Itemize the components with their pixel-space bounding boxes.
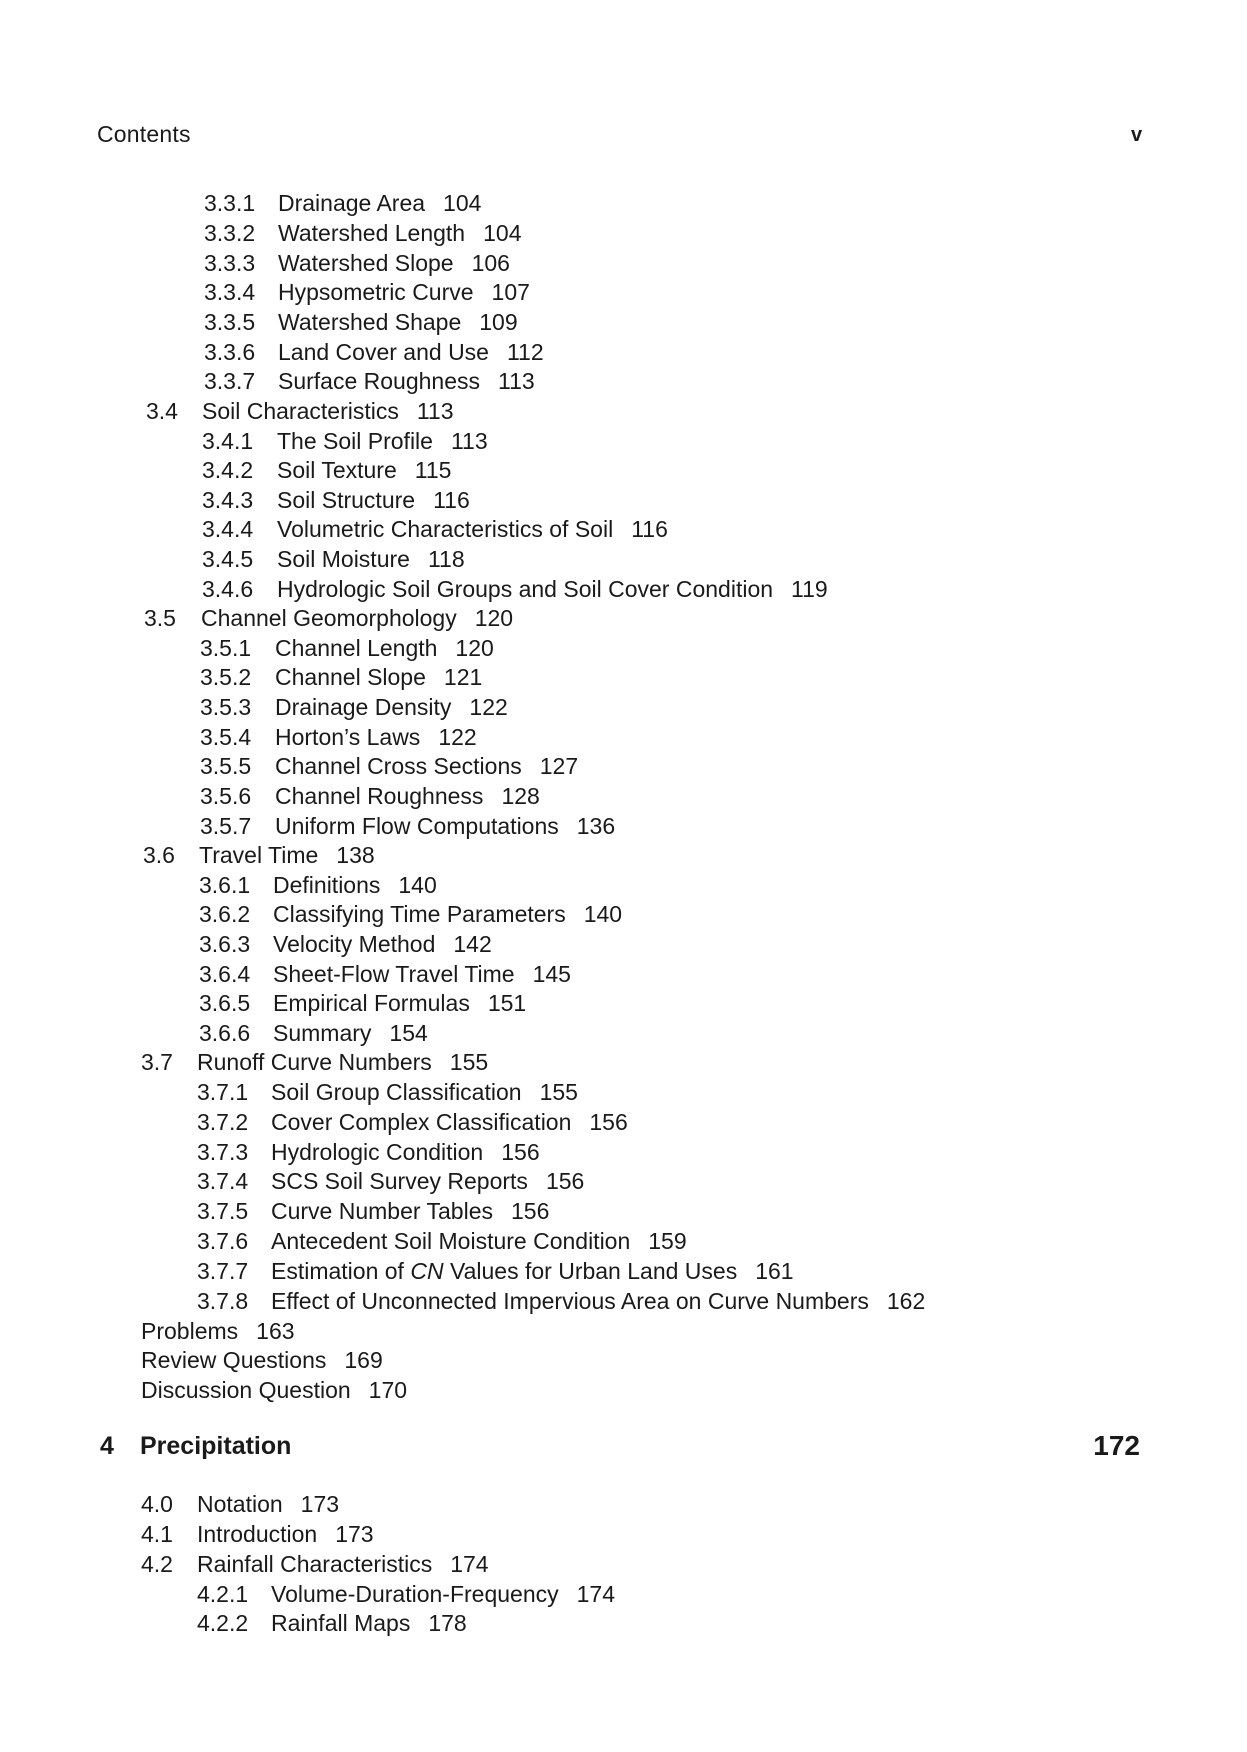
page-number: 119 <box>791 576 828 602</box>
section-title-text: Introduction <box>197 1521 318 1547</box>
section-title-text: SCS Soil Survey Reports <box>271 1168 528 1194</box>
section-number: 3.6.1 <box>199 872 251 898</box>
section-number: 3.7.5 <box>197 1198 249 1224</box>
section-number: 3.6.4 <box>199 961 251 987</box>
section-number: 3.7.3 <box>197 1139 249 1165</box>
section-title <box>271 1077 578 1107</box>
section-number: 3.7 <box>141 1049 173 1075</box>
section-title <box>273 870 437 900</box>
section-number: 3.3.3 <box>204 250 256 276</box>
section-number: 3.3.1 <box>204 190 256 216</box>
section-number: 3.3.5 <box>204 309 256 335</box>
section-title <box>273 988 526 1018</box>
section-title <box>271 1608 467 1638</box>
page-number: 142 <box>453 931 492 957</box>
page-number: 156 <box>589 1109 628 1135</box>
section-title-text: Channel Geomorphology <box>201 605 457 631</box>
section-title <box>275 751 578 781</box>
section-number: 3.6 <box>143 842 175 868</box>
running-header-title: Contents <box>97 121 191 147</box>
chapter-page: 172 <box>1093 1430 1140 1461</box>
page-number: 106 <box>471 250 510 276</box>
section-title <box>271 1107 628 1137</box>
section-number: 3.5.2 <box>200 664 252 690</box>
section-title-text: Soil Group Classification <box>271 1079 522 1105</box>
section-title-text: Classifying Time Parameters <box>273 901 566 927</box>
section-title-text: Notation <box>197 1491 283 1517</box>
page-number: 161 <box>755 1258 794 1284</box>
section-title-text: Hydrologic Soil Groups and Soil Cover Condition <box>277 576 774 602</box>
section-title-text: Hypsometric Curve <box>278 279 474 305</box>
chapter-number: 4 <box>100 1432 114 1460</box>
section-title <box>278 218 521 248</box>
section-title <box>275 633 494 663</box>
section-number: 4.1 <box>141 1521 173 1547</box>
section-title-text: Channel Roughness <box>275 783 484 809</box>
section-number: 4.2.2 <box>197 1610 249 1636</box>
page-number: 154 <box>389 1020 428 1046</box>
section-title-text: Values for Urban Land Uses <box>443 1258 738 1284</box>
section-title-text: Cover Complex Classification <box>271 1109 572 1135</box>
page-number: 116 <box>631 516 668 542</box>
section-title <box>275 662 482 692</box>
section-title-text: Soil Texture <box>277 457 397 483</box>
chapter-title: Precipitation <box>140 1432 292 1460</box>
section-number: 3.3.7 <box>204 368 256 394</box>
section-title-text: Soil Structure <box>277 487 416 513</box>
section-title <box>273 959 571 989</box>
section-title-text: Horton’s Laws <box>275 724 421 750</box>
section-number: 3.3.6 <box>204 339 256 365</box>
page-number: 118 <box>427 546 465 572</box>
section-title <box>277 574 828 604</box>
section-number: 3.7.7 <box>197 1258 249 1284</box>
section-title <box>278 277 530 307</box>
page-number: 113 <box>450 428 488 454</box>
page-number: 163 <box>256 1318 295 1344</box>
section-number: 3.3.4 <box>204 279 256 305</box>
section-title <box>275 781 540 811</box>
section-title-text: Travel Time <box>199 842 319 868</box>
section-title <box>277 455 451 485</box>
section-title-text: Soil Moisture <box>277 546 410 572</box>
section-title-text: Curve Number Tables <box>271 1198 494 1224</box>
section-number: 3.4.1 <box>202 428 254 454</box>
section-number: 3.5.1 <box>200 635 252 661</box>
page-number: 169 <box>344 1347 383 1373</box>
page-number: 173 <box>300 1491 340 1517</box>
section-number: 3.4 <box>146 398 178 424</box>
section-title-text: Rainfall Characteristics <box>197 1551 433 1577</box>
section-title-text: Drainage Density <box>275 694 452 720</box>
section-title <box>271 1286 925 1316</box>
section-number: 3.7.4 <box>197 1168 249 1194</box>
section-title <box>197 1489 339 1519</box>
section-number: 3.7.6 <box>197 1228 249 1254</box>
page-number: 122 <box>469 694 508 720</box>
section-title <box>273 1018 428 1048</box>
section-title <box>202 396 454 426</box>
section-title <box>141 1375 407 1405</box>
page-number: 151 <box>487 990 527 1016</box>
section-title-text: Channel Cross Sections <box>275 753 522 779</box>
page-number: 128 <box>501 783 540 809</box>
page-number: 120 <box>474 605 514 631</box>
section-title <box>278 188 481 218</box>
section-title-text: Watershed Length <box>278 220 466 246</box>
page-number: 159 <box>648 1228 687 1254</box>
section-title <box>197 1519 374 1549</box>
section-title <box>277 485 470 515</box>
section-title-text: Surface Roughness <box>278 368 481 394</box>
section-title <box>277 426 488 456</box>
page-number: 140 <box>398 872 437 898</box>
section-number: 3.4.3 <box>202 487 254 513</box>
section-title <box>278 366 535 396</box>
section-number: 3.6.5 <box>199 990 251 1016</box>
section-title <box>275 811 615 841</box>
section-number: 3.5.4 <box>200 724 252 750</box>
section-title-text: Antecedent Soil Moisture Condition <box>271 1228 631 1254</box>
section-number: 3.4.5 <box>202 546 254 572</box>
page-number: 155 <box>449 1049 489 1075</box>
section-number: 4.2 <box>141 1551 173 1577</box>
section-title-text: Watershed Shape <box>278 309 462 335</box>
section-title <box>277 544 465 574</box>
section-title <box>278 337 544 367</box>
section-title-text: Volume-Duration-Frequency <box>271 1581 559 1607</box>
section-title-text: Summary <box>273 1020 372 1046</box>
section-title-text: The Soil Profile <box>277 428 433 454</box>
page-number: 170 <box>368 1377 408 1403</box>
page-number: 104 <box>483 220 522 246</box>
section-number: 3.5.6 <box>200 783 252 809</box>
section-title-italic: CN <box>410 1258 444 1284</box>
section-number: 3.4.4 <box>202 516 254 542</box>
page-number: 112 <box>506 339 544 365</box>
section-number: 3.6.3 <box>199 931 251 957</box>
section-title-text: Land Cover and Use <box>278 339 489 365</box>
section-title-text: Watershed Slope <box>278 250 454 276</box>
section-title-text: Uniform Flow Computations <box>275 813 559 839</box>
section-title <box>271 1579 615 1609</box>
section-number: 3.7.2 <box>197 1109 249 1135</box>
section-title <box>273 899 622 929</box>
page-number: 107 <box>491 279 530 305</box>
section-number: 3.4.6 <box>202 576 254 602</box>
page-number: 174 <box>450 1551 489 1577</box>
section-title-text: Hydrologic Condition <box>271 1139 484 1165</box>
section-title-text: Runoff Curve Numbers <box>197 1049 432 1075</box>
section-title-text: Estimation of <box>271 1258 411 1284</box>
section-number: 3.6.2 <box>199 901 251 927</box>
section-number: 3.5.3 <box>200 694 252 720</box>
section-title <box>275 692 508 722</box>
section-number: 4.0 <box>141 1491 173 1517</box>
section-title-text: Rainfall Maps <box>271 1610 411 1636</box>
section-title <box>271 1196 549 1226</box>
page-number: 116 <box>433 487 470 513</box>
page-number: 162 <box>886 1288 926 1314</box>
section-title <box>201 603 513 633</box>
page-number: 140 <box>583 901 623 927</box>
section-title-text: Review Questions <box>141 1347 327 1373</box>
page-number: 122 <box>438 724 477 750</box>
section-title-text: Velocity Method <box>273 931 436 957</box>
page-number: 145 <box>532 961 571 987</box>
section-title-text: Channel Slope <box>275 664 426 690</box>
section-title-text: Channel Length <box>275 635 438 661</box>
section-number: 3.5.7 <box>200 813 252 839</box>
page-number: 120 <box>455 635 494 661</box>
section-title-text: Drainage Area <box>278 190 426 216</box>
section-title-text: Soil Characteristics <box>202 398 399 424</box>
section-title <box>273 929 492 959</box>
section-title-text: Effect of Unconnected Impervious Area on Curve Numbers <box>271 1288 869 1314</box>
page-number: 104 <box>443 190 482 216</box>
section-title <box>271 1166 584 1196</box>
page-number: 178 <box>428 1610 467 1636</box>
page-number: 155 <box>539 1079 578 1105</box>
section-number: 3.7.1 <box>197 1079 249 1105</box>
section-title-text: Volumetric Characteristics of Soil <box>277 516 614 542</box>
section-number: 3.7.8 <box>197 1288 249 1314</box>
page-number: 113 <box>416 398 454 424</box>
section-title <box>141 1316 295 1346</box>
chapter-heading[interactable] <box>100 1428 1140 1464</box>
section-title <box>141 1345 383 1375</box>
section-title <box>278 307 518 337</box>
section-title-text: Definitions <box>273 872 381 898</box>
page-number: 156 <box>511 1198 550 1224</box>
section-title <box>197 1549 489 1579</box>
section-number: 4.2.1 <box>197 1581 249 1607</box>
section-title <box>278 248 510 278</box>
page-number: 156 <box>545 1168 585 1194</box>
section-title-text: Problems <box>141 1318 239 1344</box>
page-number: 121 <box>443 664 483 690</box>
page-number: 127 <box>539 753 579 779</box>
page-number: 138 <box>336 842 375 868</box>
section-title <box>275 722 477 752</box>
section-title-text: Sheet-Flow Travel Time <box>273 961 515 987</box>
section-number: 3.5 <box>144 605 176 631</box>
section-number: 3.4.2 <box>202 457 254 483</box>
section-title <box>199 840 375 870</box>
section-title <box>271 1256 794 1286</box>
section-title <box>271 1137 540 1167</box>
page-number: 173 <box>335 1521 374 1547</box>
section-number: 3.5.5 <box>200 753 252 779</box>
section-title <box>271 1226 687 1256</box>
section-number: 3.6.6 <box>199 1020 251 1046</box>
section-title-text: Empirical Formulas <box>273 990 470 1016</box>
page-number: 115 <box>414 457 452 483</box>
page-number: 109 <box>479 309 518 335</box>
page-number: 156 <box>501 1139 540 1165</box>
section-title <box>197 1047 488 1077</box>
page-number: 113 <box>498 368 535 394</box>
section-title-text: Discussion Question <box>141 1377 351 1403</box>
section-title <box>277 514 668 544</box>
page-number: 136 <box>576 813 616 839</box>
page-number: 174 <box>576 1581 616 1607</box>
section-number: 3.3.2 <box>204 220 256 246</box>
page-numeral: v <box>1131 124 1143 146</box>
